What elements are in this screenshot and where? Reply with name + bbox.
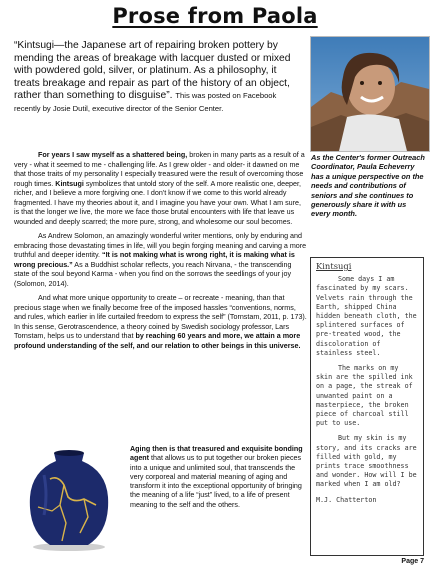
paragraph-1 <box>14 151 308 227</box>
intro-quote-block <box>14 40 304 116</box>
kintsugi-vase-image <box>14 445 124 553</box>
paragraph-3-text: And what more unique opportunity to create – or recreate - meaning, than that precious stage when we finally become free of the imposed hassles “conventions, norms, and rules, which earlier in life curtailed freedom to express the self” (Tornstam, 2011, p. 173). In this sense, Gerotrascendence, a theory coined by Swedish sociology professor, Lars Tornstam, helps us to understand that <box>14 294 307 340</box>
paragraph-2-text-b: As a Buddhist scholar reflects, you reach Nirvana, - the transcending state of the soul beyond Karma - when you find on the sorrows the seedlings of your joy (Solomon, 2014). <box>14 260 292 288</box>
kintsugi-term: Kintsugi <box>55 179 84 188</box>
solomon-quote: “It is not making what is wrong right, it is making what is wrong precious.” <box>14 251 295 269</box>
author-photo <box>310 36 430 152</box>
photo-caption: As the Center's former Outreach Coordinator, Paula Echeverry has a unique perspective on the needs and contributions of seniors and she continues to generously share it with us every month. <box>311 153 425 219</box>
bold-lead: For years I saw myself as a shattered being, <box>38 151 188 159</box>
paragraph-1-text-a: broken in many parts as a result of a very - what it seemed to me - challenging life. As I grew older - and older- it dawned on me that those traits of my personality I especially treasured were the result of overcoming those rough times. <box>14 151 305 188</box>
poem-stanza-3: But my skin is my story, and its cracks are filled with gold, my prints trace smoothness and wonder. How will I be marked when I am old? <box>316 434 417 489</box>
poem-stanza-2: The marks on my skin are the spilled ink on a page, the streak of unwanted paint on a masterpiece, the broken piece of charcoal still put to use. <box>316 364 413 428</box>
paragraph-2 <box>14 232 308 289</box>
vase-icon <box>14 445 124 553</box>
poem-author: M.J. Chatterton <box>316 495 377 504</box>
closing-text: that allows us to put together our broken pieces into a unique and unlimited soul, that transcends the very corporeal and material meaning of aging and transform it into the exceptional opportunity of bringing the meaning of a life “just” lived, to a life of present meaning to the self and the others. <box>130 454 302 509</box>
quote-source: This was posted on Facebook recently by Josie Dutil, executive director of the Senior Center. <box>14 91 277 113</box>
paragraph-3-bold: by reaching 60 years and more, we attain a more profound understanding of the self, and our relation to other beings in this universe. <box>14 332 301 350</box>
closing-paragraph <box>130 445 306 510</box>
poem-title: Kintsugi <box>316 261 352 271</box>
paragraph-2-text-a: As Andrew Solomon, an amazingly wonderful writer mentions, only by enduring and embracing those devastating times in life, will you begin forging meaning and carving a more truthful and deeper identity. <box>14 232 307 259</box>
page-title: Prose from Paola <box>112 4 318 28</box>
poem-box <box>310 257 424 556</box>
author-photo-image <box>311 37 429 151</box>
kintsugi-quote: “Kintsugi—the Japanese art of repairing broken pottery by mending the areas of breakage with lacquer dusted or mixed with powdered gold, silver, or platinum. As a philosophy, it treats breakage and repair as part of the history of an object, rather than something to disguise”. <box>14 40 291 102</box>
page-number: Page 7 <box>401 558 424 565</box>
closing-bold: Aging then is that treasured and exquisite bonding agent <box>130 445 303 463</box>
paragraph-3 <box>14 294 308 351</box>
main-article <box>14 151 308 356</box>
paragraph-1-text-b: symbolizes that untold story of the self. A more realistic one, deeper, richer, and I believe a more forgiving one. I don't know if we come to this world already fragmented. I have my theories about it, and I imagine you have your own. What I am sure, is that the longer we live, the more we face those brutal encounters with life that leave us wounded and deeply scarred; the more pure, strong, and wholesome our soul becomes. <box>14 179 301 226</box>
poem-stanza-1: Some days I am fascinated by my scars. Velvets rain through the Earth, shipped China hidden beneath cloth, the splintered surfaces of pre-treated wood, the discoloration of stainless steel. <box>316 275 417 357</box>
